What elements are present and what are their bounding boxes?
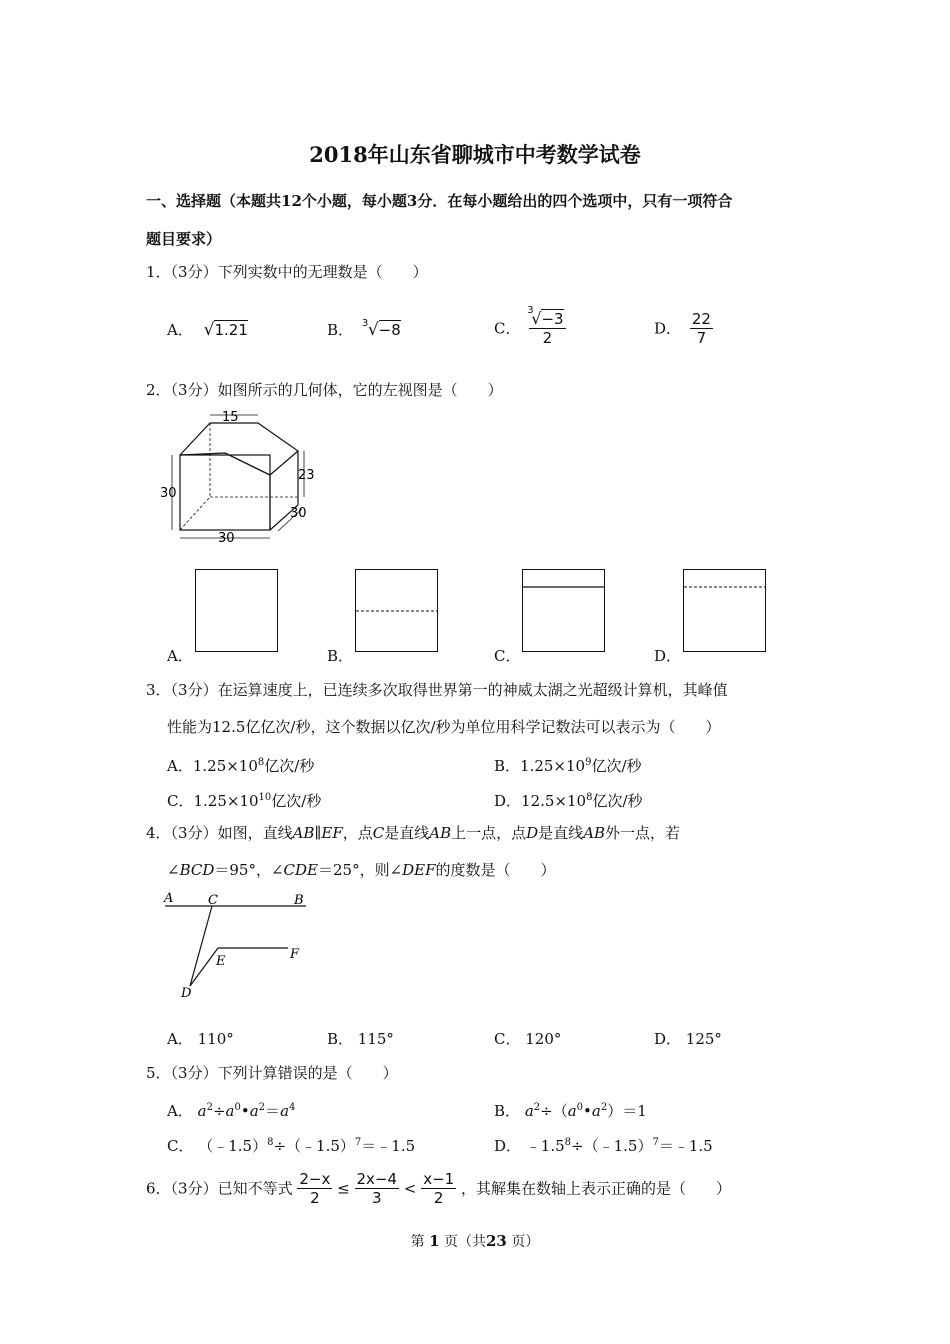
q3-option-b: B．$1.25\times 10^9$亿次/秒 <box>494 757 642 775</box>
q2-solid-figure <box>160 405 320 545</box>
q2-option-a-figure <box>195 569 279 653</box>
q5-option-b: B． $a^2\div(a^0•a^2)=1$ <box>494 1102 647 1120</box>
q2-option-c-label: C． <box>494 647 521 665</box>
q2-option-b-figure <box>355 569 439 653</box>
q2-option-d-figure <box>683 569 767 653</box>
q2-option-c-figure <box>522 569 606 653</box>
question-4-cont: ∠BCD＝95°，∠CDE＝25°，则∠DEF的度数是（ ） <box>167 861 556 879</box>
dim-top-label: 15 <box>222 410 239 425</box>
point-f-label: F <box>290 947 300 962</box>
question-4: 4．（3分）如图，直线AB∥EF，点C是直线AB上一点，点D是直线AB外一点，若 <box>146 824 681 842</box>
q3-option-a: A．$1.25\times 10^8$亿次/秒 <box>167 757 315 775</box>
question-6: 6．（3分）已知不等式 $\frac{2-x}{2}$ ≤ $\frac{2x-4}{3}$ < $\frac{x-1}{2}$ ，其解集在数轴上表示正确的是（ ） <box>146 1170 731 1207</box>
dim-right-label: 23 <box>298 468 315 483</box>
q3-option-d: D．$12.5\times 10^8$亿次/秒 <box>494 792 643 810</box>
q2-option-d-label: D． <box>654 647 682 665</box>
q3-option-c: C．$1.25\times 10^{10}$亿次/秒 <box>167 792 322 810</box>
section-heading-cont: 题目要求） <box>146 230 222 248</box>
q4-figure <box>160 890 320 1005</box>
q2-option-a-label: A． <box>167 647 193 665</box>
page-title: 2018年山东省聊城市中考数学试卷 <box>309 142 641 167</box>
q5-option-a: A． $a^2\div a^0•a^2=a^4$ <box>167 1102 296 1120</box>
point-b-label: B <box>294 893 304 908</box>
point-a-label: A <box>164 891 174 906</box>
q1-option-a: A． √1.21 <box>167 320 248 340</box>
dim-bottom-label: 30 <box>218 531 235 546</box>
dim-depth-label: 30 <box>290 506 307 521</box>
question-3: 3．（3分）在运算速度上，已连续多次取得世界第一的神威太湖之光超级计算机，其峰值 <box>146 681 728 699</box>
question-2: 2．（3分）如图所示的几何体，它的左视图是（ ） <box>146 381 503 399</box>
point-d-label: D <box>181 986 192 1001</box>
q5-option-c: C． （﹣1.5）$^8$÷（﹣1.5）$^7$＝﹣1.5 <box>167 1137 416 1155</box>
q1-option-c: C． 3 √−3 2 <box>494 305 564 347</box>
q1-option-d: D． $\frac{22}{7}$ <box>654 310 711 347</box>
q1-option-b: B． 3 √−8 <box>327 318 401 340</box>
question-3-cont: 性能为12.5亿亿次/秒，这个数据以亿次/秒为单位用科学记数法可以表示为（ ） <box>167 718 721 736</box>
q4-option-d: D． 125° <box>654 1030 722 1048</box>
q4-option-a: A． 110° <box>167 1030 234 1048</box>
point-c-label: C <box>208 893 218 908</box>
section-heading: 一、选择题（本题共12个小题，每小题3分．在每小题给出的四个选项中，只有一项符合 <box>146 192 733 210</box>
question-5: 5．（3分）下列计算错误的是（ ） <box>146 1064 398 1082</box>
q2-option-b-label: B． <box>327 647 354 665</box>
point-e-label: E <box>216 954 226 969</box>
question-1: 1．（3分）下列实数中的无理数是（ ） <box>146 263 428 281</box>
q5-option-d: D． $﹣1.5^8\div(﹣1.5)^7=﹣1.5$ <box>494 1137 713 1155</box>
dim-left-label: 30 <box>160 486 177 501</box>
page-footer: 第 1 页（共23 页） <box>410 1232 540 1250</box>
q4-option-c: C． 120° <box>494 1030 562 1048</box>
q4-option-b: B． 115° <box>327 1030 394 1048</box>
